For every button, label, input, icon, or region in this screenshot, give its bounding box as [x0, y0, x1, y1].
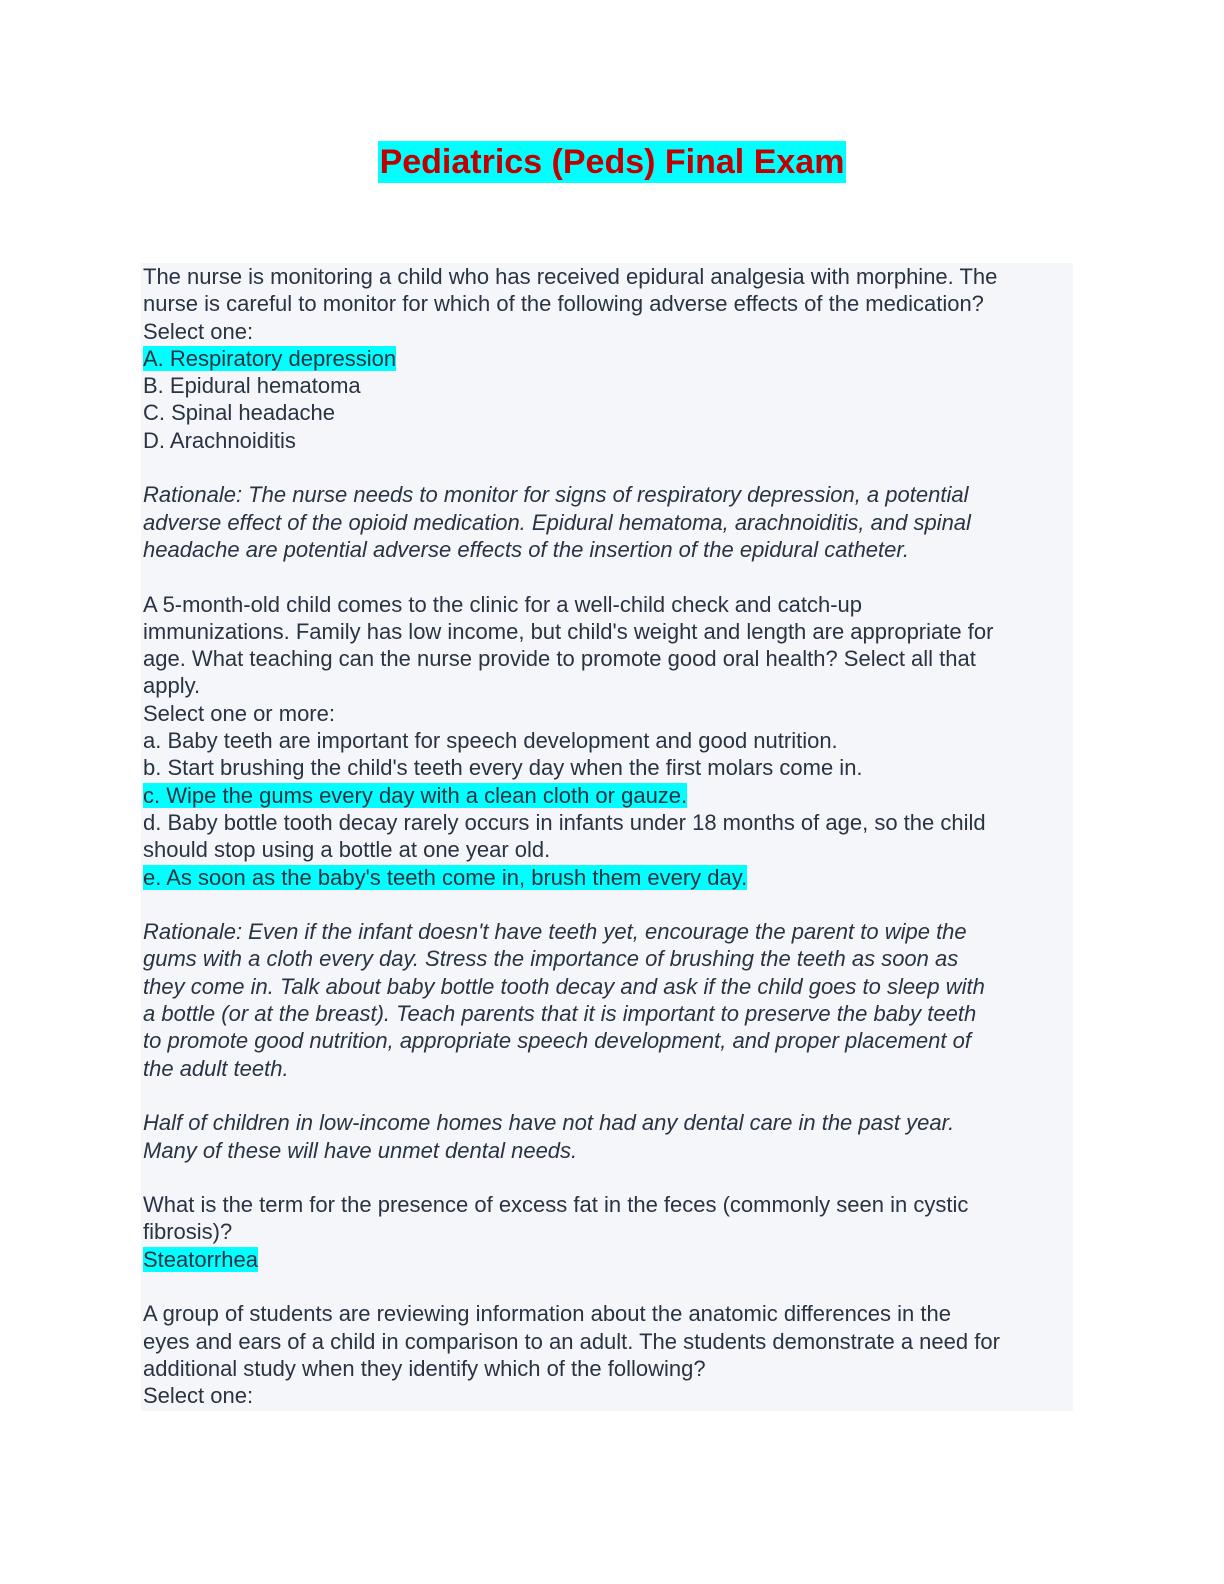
select-prompt: Select one:: [143, 318, 254, 344]
question-text-line: eyes and ears of a child in comparison to an adult. The students demonstrate a need for: [143, 1328, 1000, 1354]
question-text-line: additional study when they identify which of the following?: [143, 1355, 706, 1381]
page-title: Pediatrics (Peds) Final Exam: [379, 143, 845, 181]
exam-content: [141, 263, 1073, 1411]
correct-answer-option: e. As soon as the baby's teeth come in, brush them every day.: [143, 864, 748, 890]
rationale-line: to promote good nutrition, appropriate speech development, and proper placement of: [143, 1028, 971, 1054]
question-1: [143, 263, 1073, 563]
answer-option: b. Start brushing the child's teeth every day when the first molars come in.: [143, 755, 863, 781]
rationale-line: Rationale: Even if the infant doesn't have teeth yet, encourage the parent to wipe the: [143, 919, 967, 945]
answer-option: D. Arachnoiditis: [143, 427, 296, 453]
question-text-line: A group of students are reviewing information about the anatomic differences in the: [143, 1301, 951, 1327]
correct-answer-option: c. Wipe the gums every day with a clean cloth or gauze.: [143, 782, 688, 808]
correct-answer: Steatorrhea: [143, 1246, 258, 1272]
rationale-line: gums with a cloth every day. Stress the importance of brushing the teeth as soon as: [143, 946, 959, 972]
question-text-line: nurse is careful to monitor for which of the following adverse effects of the medication?: [143, 291, 984, 317]
question-text-line: fibrosis)?: [143, 1219, 233, 1245]
correct-answer-option: A. Respiratory depression: [143, 345, 397, 371]
rationale-line: the adult teeth.: [143, 1055, 289, 1081]
question-4: [143, 1300, 1073, 1409]
question-text-line: A 5-month-old child comes to the clinic for a well-child check and catch-up: [143, 591, 863, 617]
answer-option-continued: should stop using a bottle at one year old.: [143, 837, 551, 863]
question-text-line: age. What teaching can the nurse provide to promote good oral health? Select all that: [143, 646, 976, 672]
title-wrap: [0, 141, 1224, 183]
question-text-line: immunizations. Family has low income, but child's weight and length are appropriate for: [143, 618, 994, 644]
answer-option: d. Baby bottle tooth decay rarely occurs in infants under 18 months of age, so the child: [143, 809, 986, 835]
rationale-line: Rationale: The nurse needs to monitor for signs of respiratory depression, a potential: [143, 482, 969, 508]
rationale-note-line: Half of children in low-income homes have not had any dental care in the past year.: [143, 1110, 955, 1136]
question-2: [143, 591, 1073, 1164]
rationale-line: headache are potential adverse effects of the insertion of the epidural catheter.: [143, 536, 910, 562]
question-text-line: What is the term for the presence of excess fat in the feces (commonly seen in cystic: [143, 1192, 969, 1218]
question-text-line: apply.: [143, 673, 201, 699]
question-text-line: The nurse is monitoring a child who has received epidural analgesia with morphine. The: [143, 264, 998, 289]
answer-option: C. Spinal headache: [143, 400, 336, 426]
answer-option: B. Epidural hematoma: [143, 373, 361, 399]
answer-option: a. Baby teeth are important for speech development and good nutrition.: [143, 728, 838, 754]
select-prompt: Select one:: [143, 1383, 254, 1409]
rationale-line: adverse effect of the opioid medication. Epidural hematoma, arachnoiditis, and spinal: [143, 509, 971, 535]
question-3: [143, 1191, 1073, 1273]
rationale-note-line: Many of these will have unmet dental needs.: [143, 1137, 578, 1163]
select-prompt: Select one or more:: [143, 700, 335, 726]
rationale-line: they come in. Talk about baby bottle tooth decay and ask if the child goes to sleep with: [143, 973, 985, 999]
rationale-line: a bottle (or at the breast). Teach parents that it is important to preserve the baby teeth: [143, 1001, 977, 1027]
